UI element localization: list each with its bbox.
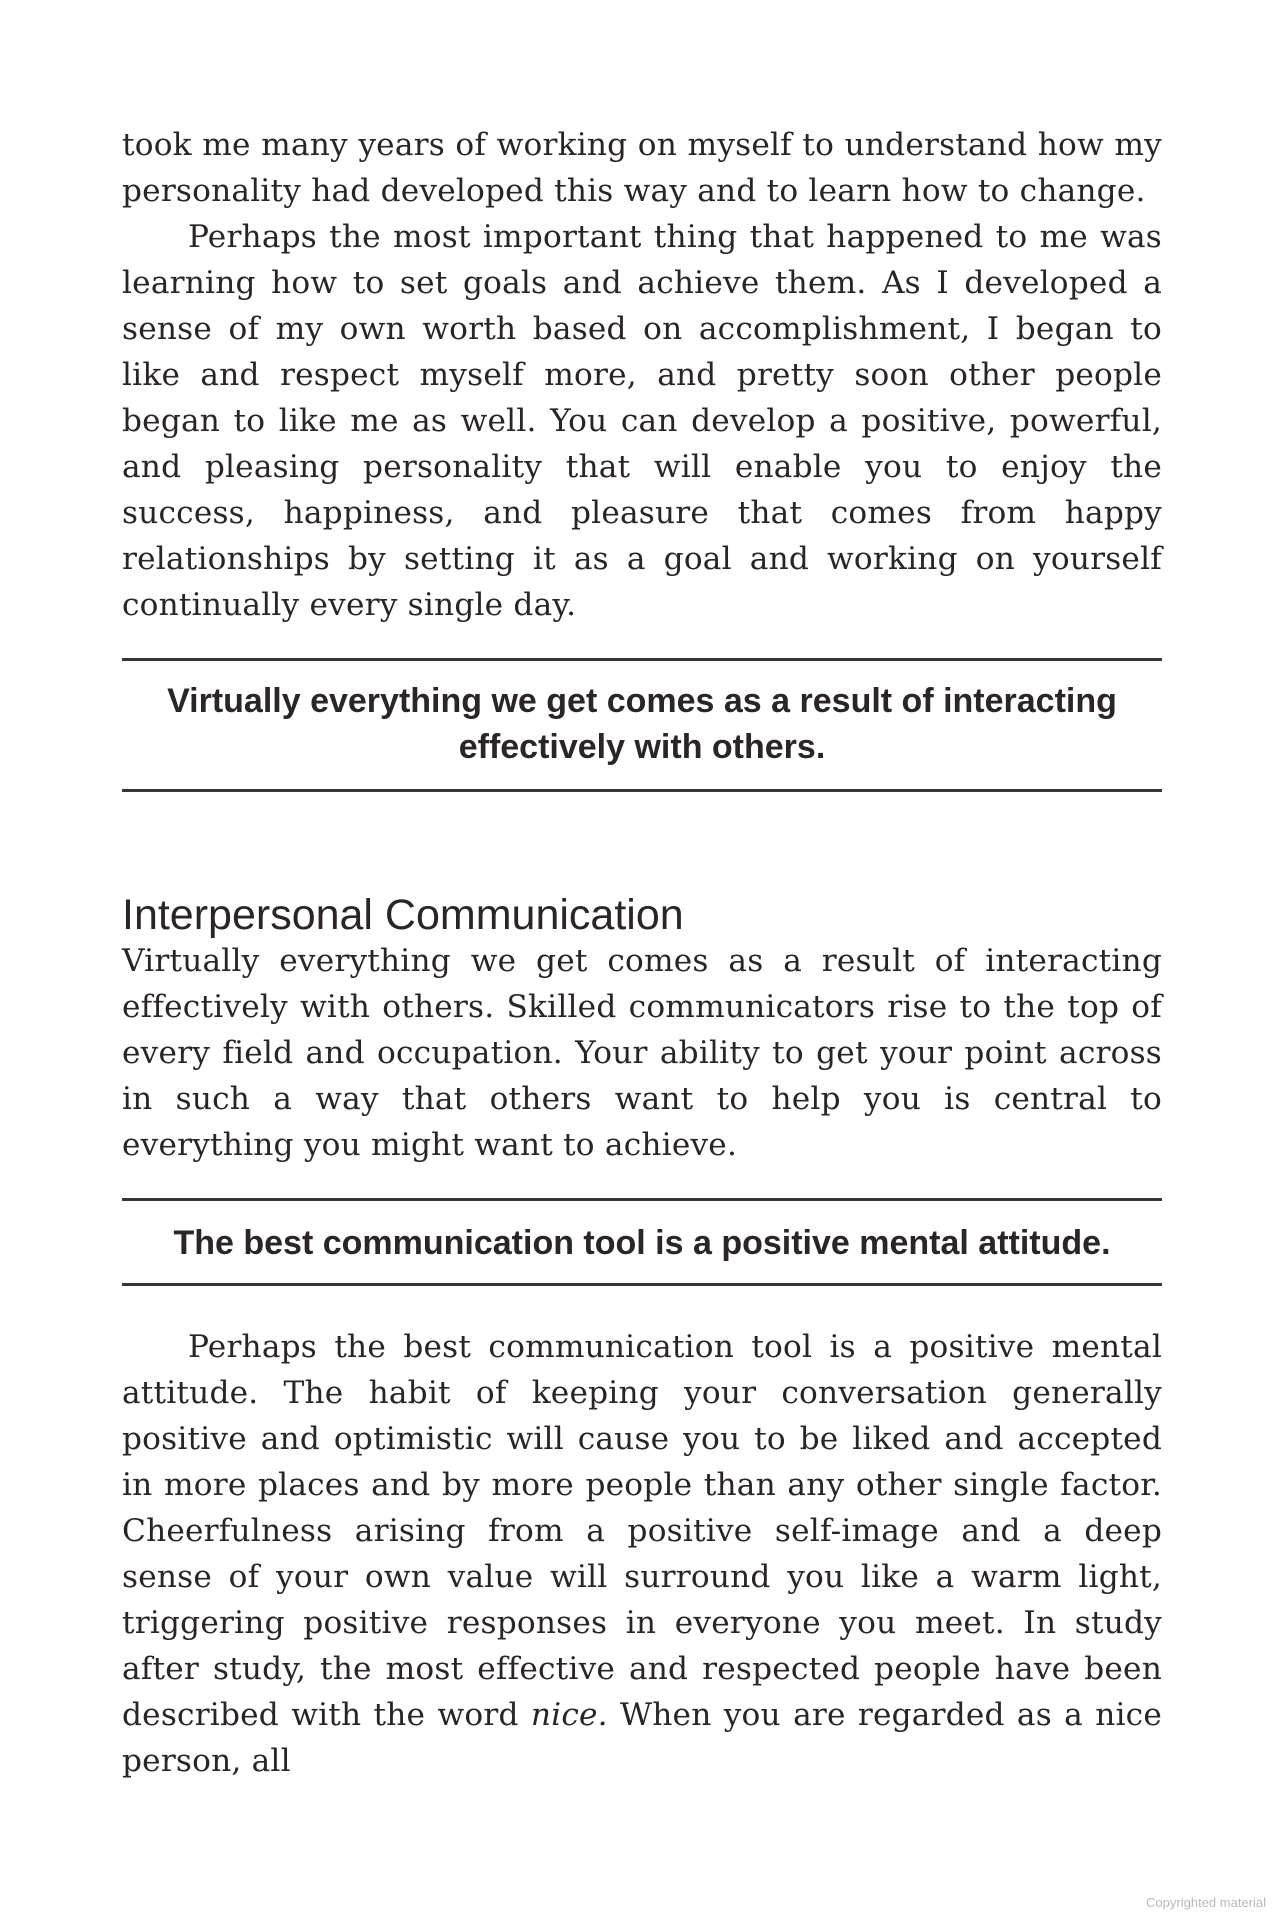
section-heading: Interpersonal Communication xyxy=(122,891,684,939)
paragraph-attitude xyxy=(122,1324,1162,1784)
paragraph-attitude-start: Perhaps the best communication tool is a positive mental attitude. The habit of keeping your conversation generally positive and optimistic will cause you to be liked and accepted in more places and by more people than any other single factor. Cheerfulness arising from a positive self-image and a deep sense of your own value will surround you like a warm light, triggering positive responses in everyone you meet. In study after study, the most effective and respected people have been described with the word xyxy=(122,1329,1162,1733)
paragraph-attitude-end: When you are regarded as a nice person, all xyxy=(122,1697,1162,1779)
paragraph-communication: Virtually everything we get comes as a result of interacting effectively with others. Skilled communicators rise to the top of every field and occupation. Your ability to get your point across in such a way that others want to help you is central to everything you might want to achieve. xyxy=(122,943,1162,1163)
copyright-watermark: Copyrighted material xyxy=(1146,1895,1266,1910)
pull-quote-interacting: Virtually everything we get comes as a result of interacting effectively with others. xyxy=(122,658,1162,792)
paragraph-continued: took me many years of working on myself to understand how my personality had developed this way and to learn how to change. xyxy=(122,127,1162,209)
emphasis-nice: nice. xyxy=(530,1697,608,1733)
book-page xyxy=(122,122,1162,1784)
paragraph-goals: Perhaps the most important thing that happened to me was learning how to set goals and achieve them. As I developed a sense of my own worth based on accomplishment, I began to like and respect myself more, and pretty soon other people began to like me as well. You can develop a positive, powerful, and pleasing personality that will enable you to enjoy the success, happiness, and pleasure that comes from happy relationships by setting it as a goal and working on yourself continually every single day. xyxy=(122,219,1162,623)
pull-quote-attitude: The best communication tool is a positive mental attitude. xyxy=(122,1198,1162,1286)
